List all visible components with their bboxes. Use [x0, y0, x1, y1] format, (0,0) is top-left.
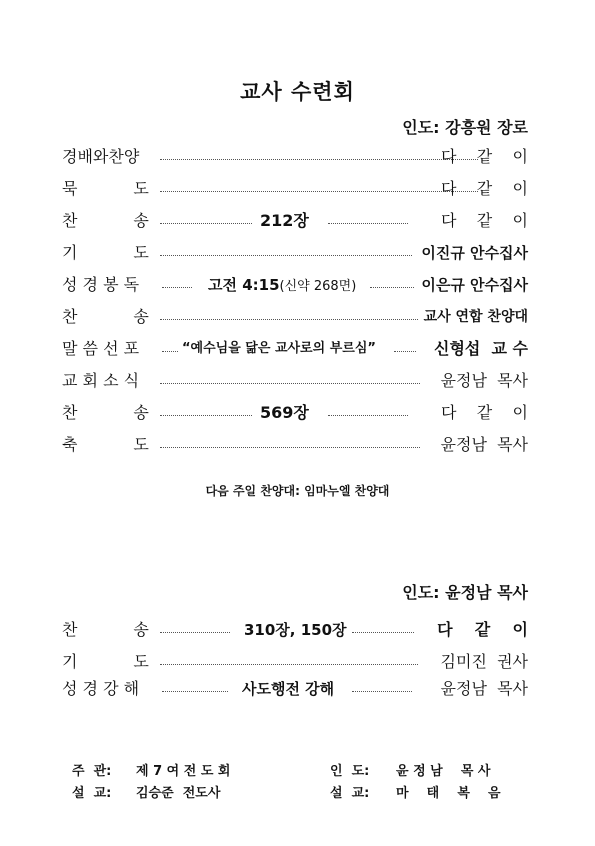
row-label: 기 도 [62, 652, 149, 671]
row-bible-study: 사도행전 강해 [242, 680, 335, 698]
row-performer: 다 같 이 [437, 620, 528, 639]
row-label: 기 도 [62, 243, 149, 262]
program-row [62, 678, 528, 700]
row-label: 찬 송 [62, 403, 149, 422]
row-performer: 윤정남 목사 [440, 371, 528, 390]
leader-dots [160, 223, 252, 224]
program-row [62, 619, 528, 641]
row-scripture [208, 274, 356, 298]
row-performer: 교사 연합 찬양대 [423, 309, 528, 325]
program-row [62, 242, 528, 264]
leader-dots [160, 255, 412, 256]
leader-dots [162, 691, 228, 692]
row-label: 말 씀 선 포 [62, 339, 140, 358]
footer-sermon2-value: 마 태 복 음 [396, 786, 501, 801]
footer-sermon-value: 김승준 전도사 [136, 786, 221, 801]
footer-host-label: 주 관: [72, 764, 112, 779]
row-hymn: 569장 [260, 403, 309, 422]
row-performer: 다 같 이 [440, 179, 528, 198]
page-title: 교사 수련회 [240, 80, 355, 104]
row-performer: 다 같 이 [440, 211, 528, 230]
row-hymn: 310장, 150장 [244, 621, 347, 639]
leader-dots [352, 691, 412, 692]
leader-dots [160, 447, 420, 448]
footer-host-value: 제 7 여 전 도 회 [136, 764, 231, 779]
row-performer: 다 같 이 [440, 403, 528, 422]
row-hymn: 212장 [260, 211, 309, 230]
row-performer: 다 같 이 [440, 147, 528, 166]
row-label: 찬 송 [62, 307, 149, 326]
leader-dots [160, 159, 478, 160]
leader-dots [328, 415, 408, 416]
row-label: 성 경 강 해 [62, 679, 140, 698]
scripture-page: (신약 268면) [279, 279, 357, 294]
leader-dots [160, 415, 252, 416]
leader-dots [370, 287, 414, 288]
scripture-ref: 고전 4:15 [208, 276, 280, 294]
row-label: 묵 도 [62, 179, 149, 198]
row-label: 찬 송 [62, 211, 149, 230]
leader-dots [352, 632, 414, 633]
row-performer: 신형섭 교 수 [434, 339, 528, 358]
program-row [62, 210, 528, 232]
row-label: 경배와찬양 [62, 147, 140, 166]
leader-dots [160, 383, 420, 384]
row-performer: 윤정남 목사 [440, 435, 528, 454]
row-performer: 김미진 권사 [440, 652, 528, 671]
row-label: 교 회 소 식 [62, 371, 140, 390]
program-row [62, 402, 528, 424]
footer-leader-value: 윤 정 남 목 사 [396, 764, 491, 779]
row-sermon-title: “예수님을 닮은 교사로의 부르심” [182, 341, 376, 356]
section1-leader: 인도: 강흥원 장로 [402, 118, 528, 137]
row-label: 축 도 [62, 435, 149, 454]
row-label: 찬 송 [62, 620, 149, 639]
row-performer: 이은규 안수집사 [421, 276, 528, 294]
footer-sermon-label: 설 교: [72, 786, 112, 801]
leader-dots [160, 664, 418, 665]
program-row [62, 370, 528, 392]
program-row [62, 274, 528, 296]
leader-dots [160, 632, 230, 633]
program-row [62, 434, 528, 456]
leader-dots [162, 351, 178, 352]
leader-dots [394, 351, 416, 352]
leader-dots [162, 287, 192, 288]
program-row [62, 306, 528, 328]
footer-sermon2-label: 설 교: [330, 786, 370, 801]
program-row [62, 146, 528, 168]
leader-dots [160, 319, 418, 320]
row-performer: 이진규 안수집사 [421, 244, 528, 262]
program-row [62, 651, 528, 673]
program-row [62, 178, 528, 200]
program-row [62, 338, 528, 360]
footer-leader-label: 인 도: [330, 764, 370, 779]
row-performer: 윤정남 목사 [440, 679, 528, 698]
leader-dots [160, 191, 478, 192]
row-label: 성 경 봉 독 [62, 275, 140, 294]
next-week-choir-note: 다음 주일 찬양대: 임마누엘 찬양대 [205, 484, 390, 498]
leader-dots [328, 223, 408, 224]
section2-leader: 인도: 윤정남 목사 [402, 583, 528, 602]
